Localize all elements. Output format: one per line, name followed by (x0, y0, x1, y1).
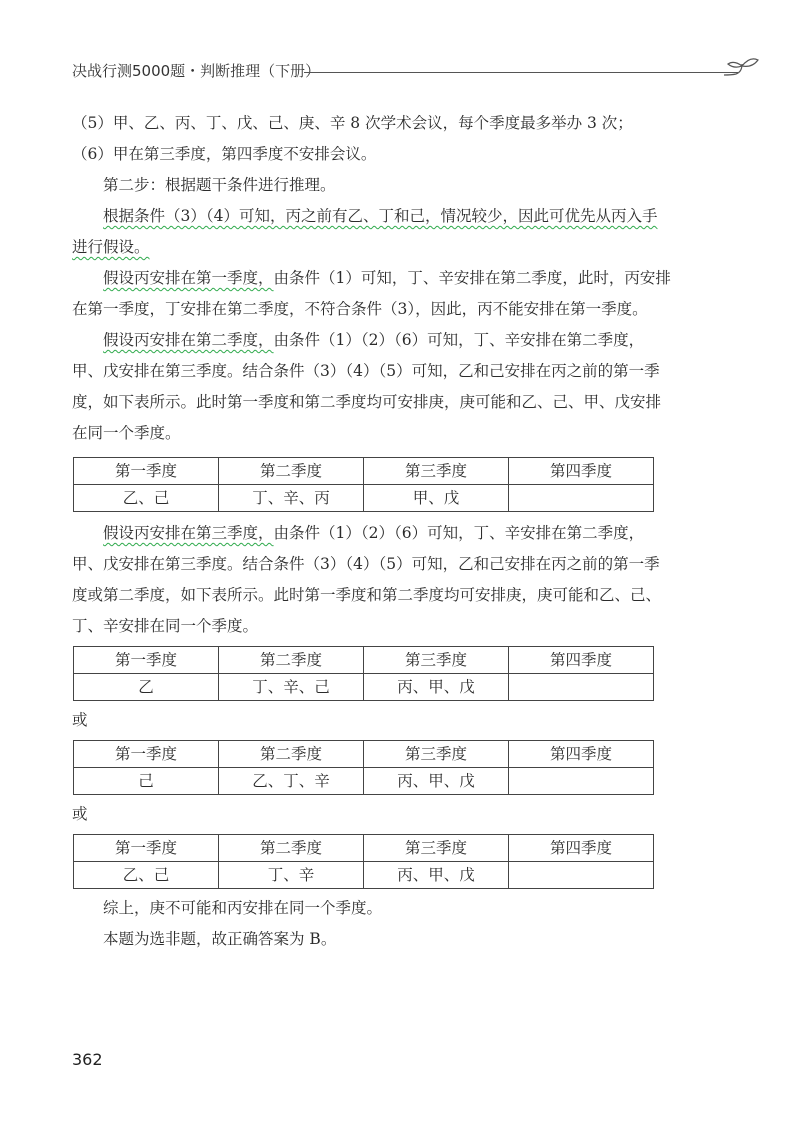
season-table-1 (73, 457, 654, 512)
header-cell: 第二季度 (219, 835, 364, 862)
table-cell: 丙、甲、戊 (364, 674, 509, 701)
sprout-icon (722, 56, 762, 86)
table-cell: 己 (74, 768, 219, 795)
paragraph-4 (72, 518, 672, 642)
condition-6: （6）甲在第三季度，第四季度不安排会议。 (72, 145, 377, 163)
season-table-3 (73, 740, 654, 795)
paragraph-3 (72, 325, 672, 449)
paragraph-1 (72, 201, 672, 263)
table-cell: 丁、辛 (219, 862, 364, 889)
paragraph-2 (72, 263, 672, 325)
answer: 本题为选非题，故正确答案为 B。 (103, 930, 337, 948)
header-title: 决战行测5000题・判断推理（下册） (72, 62, 321, 80)
season-table-2 (73, 646, 654, 701)
table-cell: 甲、戊 (364, 485, 509, 512)
header-cell: 第二季度 (219, 647, 364, 674)
wavy-underlined-text: 根据条件（3）（4）可知，丙之前有乙、丁和己，情况较少，因此可优先从丙入手进行假设。 (72, 207, 658, 256)
or-label: 或 (72, 711, 88, 729)
wavy-underlined-text: 假设丙安排在第一季度， (103, 269, 274, 287)
table-header-row (74, 835, 654, 862)
wavy-underlined-text: 假设丙安排在第二季度， (103, 331, 274, 349)
header-cell: 第三季度 (364, 458, 509, 485)
wavy-underlined-text: 假设丙安排在第三季度， (103, 524, 274, 542)
paragraph-text: 由条件（1）（2）（6）可知，丁、辛安排在第二季度，甲、戊安排在第三季度。结合条件（3）（4）（5）可知，乙和己安排在丙之前的第一季度或第二季度，如下表所示。此时第一季度和第二季度均可安排庚，庚可能和乙、己、丁、辛安排在同一个季度。 (72, 524, 662, 635)
header-cell: 第三季度 (364, 835, 509, 862)
paragraph-text: 由条件（1）可知，丁、辛安排在第二季度，此时，丙安排在第一季度，丁安排在第二季度，不符合条件（3），因此，丙不能安排在第一季度。 (72, 269, 671, 318)
table-row (74, 485, 654, 512)
table-cell: 乙、己 (74, 485, 219, 512)
table-cell: 丙、甲、戊 (364, 862, 509, 889)
page-header (72, 56, 762, 86)
table-cell: 丁、辛、己 (219, 674, 364, 701)
header-cell: 第四季度 (509, 458, 654, 485)
page-number: 362 (72, 1050, 103, 1069)
table-cell: 乙 (74, 674, 219, 701)
table-cell: 丙、甲、戊 (364, 768, 509, 795)
header-cell: 第二季度 (219, 741, 364, 768)
header-cell: 第一季度 (74, 741, 219, 768)
header-cell: 第二季度 (219, 458, 364, 485)
season-table-4 (73, 834, 654, 889)
header-cell: 第四季度 (509, 835, 654, 862)
table-header-row (74, 741, 654, 768)
or-label: 或 (72, 805, 88, 823)
table-header-row (74, 458, 654, 485)
table-row (74, 862, 654, 889)
step-2-heading: 第二步：根据题干条件进行推理。 (103, 176, 336, 194)
header-cell: 第三季度 (364, 647, 509, 674)
table-row (74, 674, 654, 701)
table-cell (509, 485, 654, 512)
table-row (74, 768, 654, 795)
condition-5: （5）甲、乙、丙、丁、戊、己、庚、辛 8 次学术会议，每个季度最多举办 3 次； (72, 114, 633, 132)
table-cell (509, 768, 654, 795)
table-cell: 丁、辛、丙 (219, 485, 364, 512)
table-cell (509, 674, 654, 701)
header-cell: 第三季度 (364, 741, 509, 768)
header-cell: 第一季度 (74, 835, 219, 862)
summary: 综上，庚不可能和丙安排在同一个季度。 (103, 899, 383, 917)
table-header-row (74, 647, 654, 674)
table-cell (509, 862, 654, 889)
header-cell: 第四季度 (509, 647, 654, 674)
table-cell: 乙、丁、辛 (219, 768, 364, 795)
header-cell: 第一季度 (74, 647, 219, 674)
paragraph-text: 由条件（1）（2）（6）可知，丁、辛安排在第二季度，甲、戊安排在第三季度。结合条件（3）（4）（5）可知，乙和己安排在丙之前的第一季度，如下表所示。此时第一季度和第二季度均可安排庚，庚可能和乙、己、甲、戊安排在同一个季度。 (72, 331, 662, 442)
header-cell: 第四季度 (509, 741, 654, 768)
header-rule (304, 72, 738, 73)
header-cell: 第一季度 (74, 458, 219, 485)
main-content (72, 108, 672, 955)
table-cell: 乙、己 (74, 862, 219, 889)
